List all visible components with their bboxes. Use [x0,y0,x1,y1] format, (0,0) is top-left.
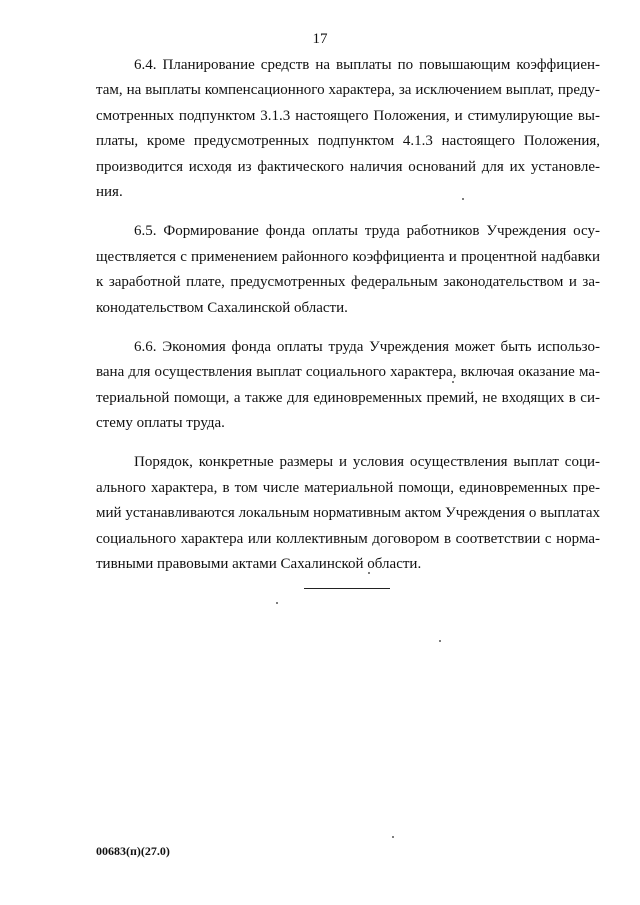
paragraph-line: производится исходя из фактического наличия оснований для их установле- [96,158,600,175]
paragraph-line: ществляется с применением районного коэффициента и процентной надбавки [96,248,600,265]
paragraph-order [96,450,600,577]
page-number: 17 [312,31,328,47]
paragraph-line: стему оплаты труда. [96,415,225,432]
paragraph-6-4 [96,53,600,205]
body-text [96,53,600,591]
paragraph-line: тивными правовыми актами Сахалинской области. [96,556,422,573]
paragraph-line: Порядок, конкретные размеры и условия осуществления выплат соци- [134,454,600,471]
paragraph-line: 6.5. Формирование фонда оплаты труда работников Учреждения осу- [134,223,600,240]
scan-speck [452,381,454,383]
paragraph-6-5 [96,219,600,321]
paragraph-line: 6.4. Планирование средств на выплаты по повышающим коэффициен- [134,57,600,73]
document-code: 00683(п)(27.0) [96,844,170,858]
paragraph-line: мий устанавливаются локальным нормативным актом Учреждения о выплатах [96,505,600,522]
scan-speck [368,572,370,574]
scan-speck [276,602,278,604]
paragraph-line: териальной помощи, а также для единовременных премий, не входящих в си- [96,389,600,406]
paragraph-line: ния. [96,183,123,200]
paragraph-line: платы, кроме предусмотренных подпунктом 4.1.3 настоящего Положения, [96,133,600,150]
paragraph-line: 6.6. Экономия фонда оплаты труда Учреждения может быть использо- [134,338,600,355]
scan-speck [462,198,464,200]
paragraph-line: вана для осуществления выплат социального характера, включая оказание ма- [96,364,600,381]
end-of-text-rule [304,588,390,589]
paragraph-line: ального характера, в том числе материальной помощи, единовременных пре- [96,479,600,496]
paragraph-line: социального характера или коллективным договором в соответствии с норма- [96,530,600,547]
paragraph-line: смотренных подпунктом 3.1.3 настоящего Положения, и стимулирующие вы- [96,107,600,124]
paragraph-6-6 [96,335,600,437]
paragraph-line: конодательством Сахалинской области. [96,299,348,316]
paragraph-line: там, на выплаты компенсационного характера, за исключением выплат, преду- [96,82,600,99]
paragraph-line: к заработной плате, предусмотренных федеральным законодательством и за- [96,274,600,291]
scan-speck [392,836,394,838]
scan-speck [439,640,441,642]
